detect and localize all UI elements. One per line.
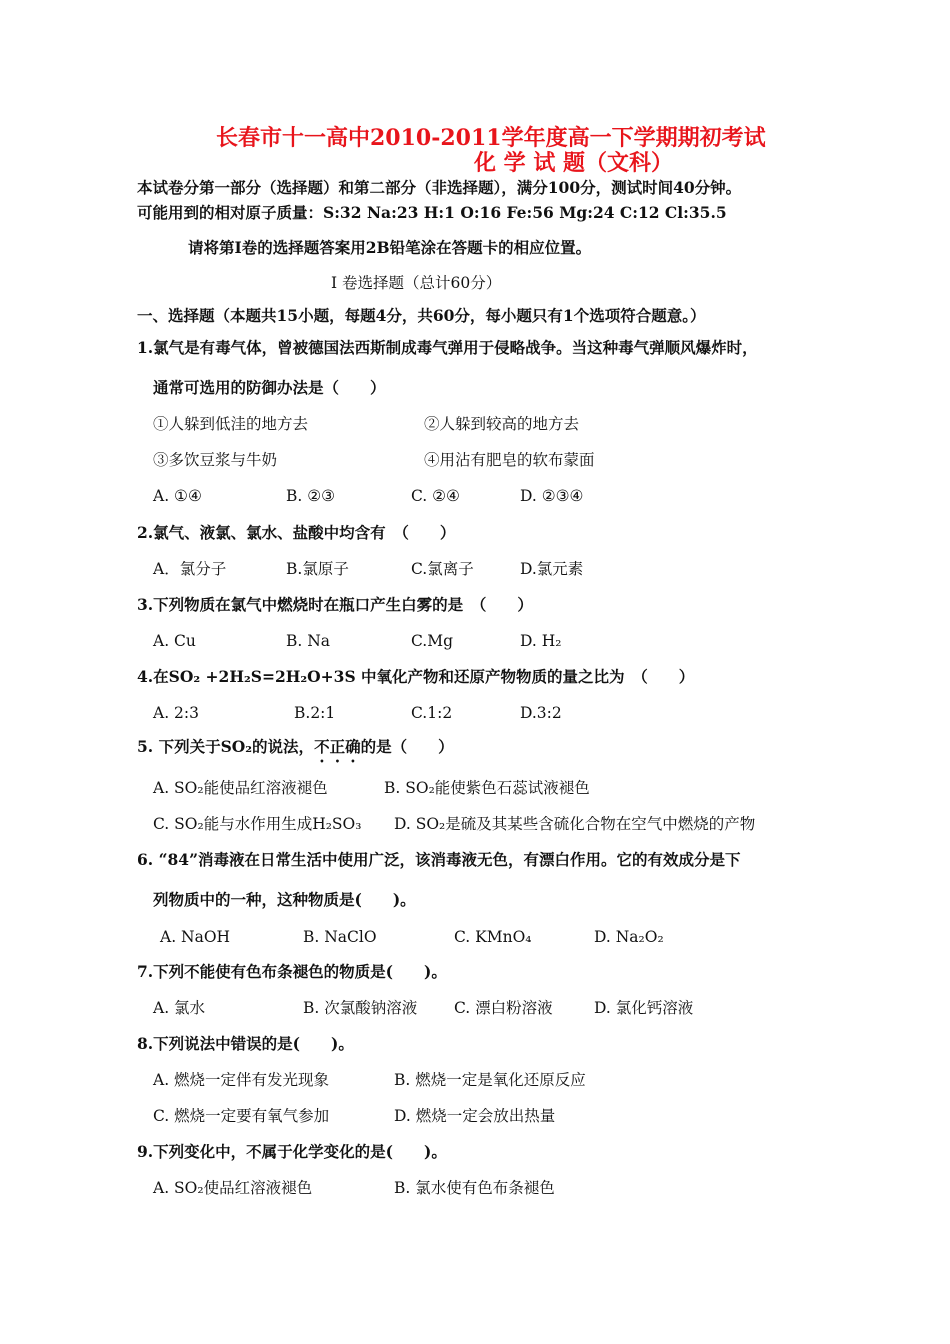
option-b: B. SO₂能使紫色石蕊试液褪色 (384, 779, 590, 797)
option-d: D. H₂ (520, 632, 562, 650)
question-stem-cont: 通常可选用的防御办法是（ ） (153, 378, 386, 397)
statement-2: ②人躲到较高的地方去 (424, 415, 580, 433)
option-b: B. ②③ (286, 487, 336, 505)
option-a: A. SO₂使品红溶液褪色 (153, 1179, 313, 1197)
option-a: A. 2:3 (153, 704, 199, 722)
option-a: A. SO₂能使品红溶液褪色 (153, 779, 328, 797)
option-a: A. NaOH (160, 928, 231, 946)
option-b: B. 燃烧一定是氧化还原反应 (394, 1071, 586, 1089)
option-a: A. Cu (153, 632, 196, 650)
stem-text: 5. 下列关于SO₂的说法， (137, 737, 315, 756)
section-heading: 一、选择题（本题共15小题，每题4分，共60分，每小题只有1个选项符合题意。） (137, 306, 706, 325)
option-b: B. NaClO (303, 928, 377, 946)
question-stem: 3.下列物质在氯气中燃烧时在瓶口产生白雾的是 （ ） (137, 595, 533, 614)
option-a: A. 燃烧一定伴有发光现象 (153, 1071, 330, 1089)
option-a: A. 氯水 (153, 999, 206, 1017)
option-c: C. 燃烧一定要有氧气参加 (153, 1107, 330, 1125)
statement-1: ①人躲到低洼的地方去 (153, 415, 309, 433)
option-c: C. KMnO₄ (454, 928, 532, 946)
statement-3: ③多饮豆浆与牛奶 (153, 451, 278, 469)
question-stem: 4.在SO₂ +2H₂S=2H₂O+3S 中氧化产物和还原产物物质的量之比为 （ ） (137, 667, 695, 686)
option-b: B.氯原子 (286, 560, 349, 578)
option-b: B. Na (286, 632, 331, 650)
option-a: A．氯分子 (153, 560, 227, 578)
option-d: D. ②③④ (520, 487, 584, 505)
option-c: C.氯离子 (411, 560, 474, 578)
option-c: C.1:2 (411, 704, 453, 722)
option-d: D.氯元素 (520, 560, 584, 578)
statement-4: ④用沾有肥皂的软布蒙面 (424, 451, 595, 469)
stem-text: 的是（ ） (360, 737, 454, 756)
question-stem: 7.下列不能使有色布条褪色的物质是( )。 (137, 962, 447, 981)
question-stem: 8.下列说法中错误的是( )。 (137, 1034, 354, 1053)
intro-line: 本试卷分第一部分（选择题）和第二部分（非选择题），满分100分，测试时间40分钟。 (137, 178, 742, 197)
option-c: C.Mg (411, 632, 454, 650)
option-d: D. Na₂O₂ (594, 928, 664, 946)
option-d: D. 燃烧一定会放出热量 (394, 1107, 556, 1125)
option-b: B. 氯水使有色布条褪色 (394, 1179, 555, 1197)
question-stem: 6. “84”消毒液在日常生活中使用广泛，该消毒液无色，有漂白作用。它的有效成分是下 (137, 850, 741, 869)
instruction: 请将第Ⅰ卷的选择题答案用2B铅笔涂在答题卡的相应位置。 (188, 238, 592, 257)
exam-subtitle: 化 学 试 题（文科） (474, 150, 673, 176)
option-a: A. ①④ (153, 487, 202, 505)
option-b: B.2:1 (294, 704, 336, 722)
option-d: D. SO₂是硫及其某些含硫化合物在空气中燃烧的产物 (394, 815, 756, 833)
option-c: C. 漂白粉溶液 (454, 999, 553, 1017)
question-stem-cont: 列物质中的一种，这种物质是( )。 (153, 890, 416, 909)
option-d: D.3:2 (520, 704, 562, 722)
question-stem: 2.氯气、液氯、氯水、盐酸中均含有 （ ） (137, 523, 456, 542)
question-stem: 1.氯气是有毒气体，曾被德国法西斯制成毒气弹用于侵略战争。当这种毒气弹顺风爆炸时， (137, 338, 758, 357)
question-stem: 9.下列变化中，不属于化学变化的是( )。 (137, 1142, 447, 1161)
option-c: C. ②④ (411, 487, 460, 505)
option-c: C. SO₂能与水作用生成H₂SO₃ (153, 815, 362, 833)
option-d: D. 氯化钙溶液 (594, 999, 694, 1017)
stem-emphasis: 不正确 (314, 737, 361, 756)
option-b: B. 次氯酸钠溶液 (303, 999, 418, 1017)
section-title: Ⅰ 卷选择题（总计60分） (331, 274, 502, 292)
atomic-masses: 可能用到的相对原子质量：S:32 Na:23 H:1 O:16 Fe:56 Mg:24 C:12 Cl:35.5 (137, 203, 727, 222)
question-stem (137, 737, 454, 766)
exam-title: 长春市十一高中2010-2011学年度高一下学期期初考试 (216, 125, 766, 151)
